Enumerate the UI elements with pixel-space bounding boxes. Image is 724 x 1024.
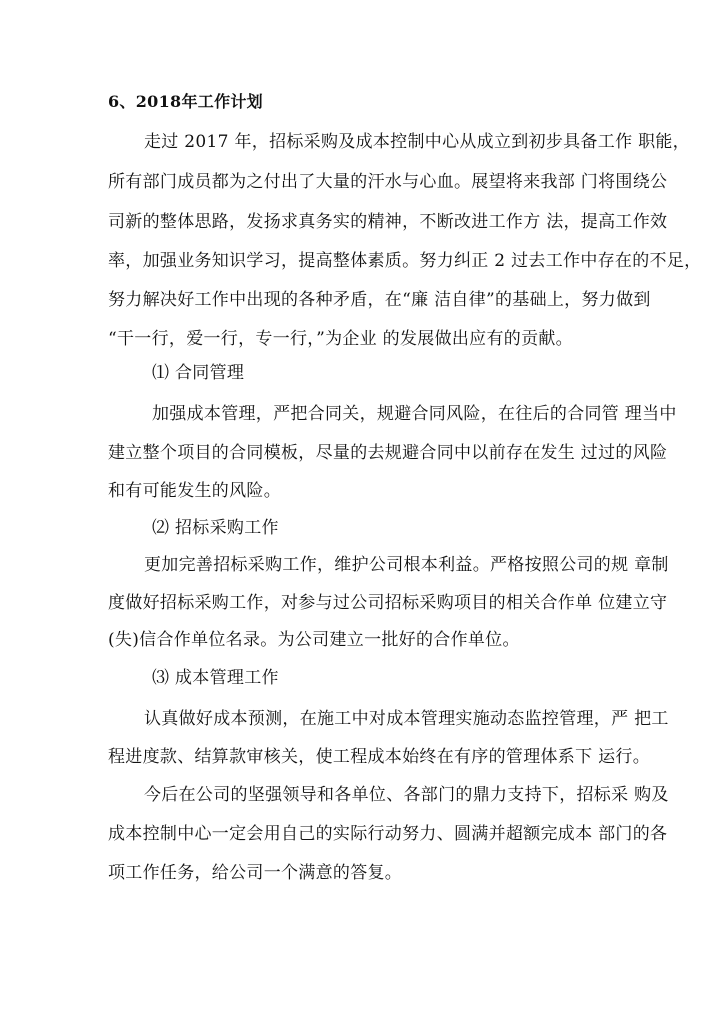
item2-line-3: (失)信合作单位名录。为公司建立一批好的合作单位。 — [108, 630, 520, 650]
section-heading: 6、2018年工作计划 — [108, 92, 263, 111]
closing-line-1: 今后在公司的坚强领导和各单位、各部门的鼎力支持下，招标采 购及 — [144, 785, 669, 805]
closing-line-2: 成本控制中心一定会用自己的实际行动努力、圆满并超额完成本 部门的各 — [108, 824, 668, 844]
item1-line-1: 加强成本管理，严把合同关，规避合同风险，在往后的合同管 理当中 — [152, 404, 677, 424]
closing-line-3: 项工作任务，给公司一个满意的答复。 — [108, 863, 403, 883]
intro-line-5: 努力解决好工作中出现的各种矛盾，在“廉 洁自律”的基础上，努力做到 — [108, 290, 651, 310]
item2-title: ⑵ 招标采购工作 — [152, 518, 279, 538]
intro-line-6: “干一行，爱一行，专一行，”为企业 的发展做出应有的贡献。 — [108, 329, 573, 349]
item3-line-2: 程进度款、结算款审核关，使工程成本始终在有序的管理体系下 运行。 — [108, 747, 651, 767]
item1-title: ⑴ 合同管理 — [152, 363, 245, 383]
item2-line-2: 度做好招标采购工作，对参与过公司招标采购项目的相关合作单 位建立守 — [108, 593, 668, 613]
item2-line-1: 更加完善招标采购工作，维护公司根本利益。严格按照公司的规 章制 — [144, 555, 669, 575]
item1-line-3: 和有可能发生的风险。 — [108, 481, 281, 501]
intro-line-1: 走过 2017 年，招标采购及成本控制中心从成立到初步具备工作 职能， — [144, 132, 690, 152]
item3-line-1: 认真做好成本预测，在施工中对成本管理实施动态监控管理，严 把工 — [144, 709, 669, 729]
item1-line-2: 建立整个项目的合同模板，尽量的去规避合同中以前存在发生 过过的风险 — [108, 443, 668, 463]
intro-line-3: 司新的整体思路，发扬求真务实的精神，不断改进工作方 法，提高工作效 — [108, 212, 668, 232]
intro-line-4: 率，加强业务知识学习，提高整体素质。努力纠正 2 过去工作中存在的不足， — [108, 251, 702, 271]
intro-line-2: 所有部门成员都为之付出了大量的汗水与心血。展望将来我部 门将围绕公 — [108, 172, 668, 192]
item3-title: ⑶ 成本管理工作 — [152, 668, 279, 688]
